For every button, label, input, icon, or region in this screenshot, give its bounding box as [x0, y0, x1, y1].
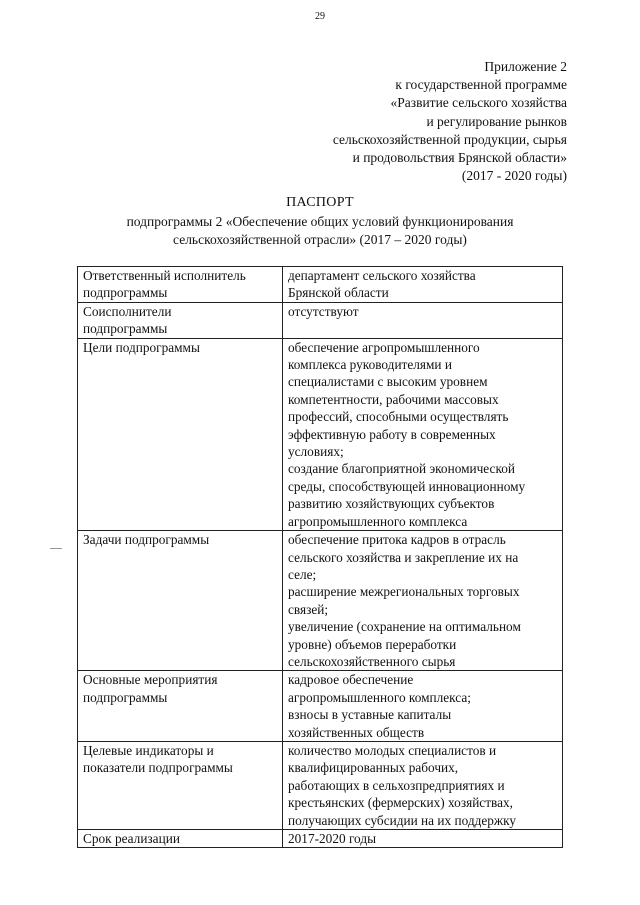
passport-subtitle	[0, 213, 640, 249]
table-row	[78, 267, 563, 303]
value-cell	[283, 531, 563, 671]
cell-line: квалифицированных рабочих,	[288, 760, 459, 776]
cell-line: департамент сельского хозяйства	[288, 268, 476, 283]
table-row	[78, 338, 563, 530]
value-cell	[283, 267, 563, 303]
cell-line: Срок реализации	[83, 831, 180, 846]
cell-line: агропромышленного комплекса	[288, 513, 468, 529]
appendix-line: Приложение 2	[484, 59, 567, 74]
value-cell	[283, 671, 563, 742]
cell-line: взносы в уставные капиталы	[288, 707, 452, 723]
cell-line: Целевые индикаторы и	[83, 742, 214, 758]
cell-line: Ответственный исполнитель	[83, 268, 246, 283]
subtitle-line: подпрограммы 2 «Обеспечение общих условий функционирования	[126, 214, 514, 229]
cell-line: количество молодых специалистов и	[288, 742, 497, 758]
cell-line: эффективную работу в современных	[288, 426, 496, 442]
cell-line: среды, способствующей инновационному	[288, 478, 526, 494]
param-cell	[78, 267, 283, 303]
appendix-line: к государственной программе	[395, 77, 567, 93]
cell-line: крестьянских (фермерских) хозяйствах,	[288, 795, 514, 811]
cell-line: специалистами с высоким уровнем	[288, 374, 488, 390]
cell-line: показатели подпрограммы	[83, 760, 233, 776]
cell-line: обеспечение притока кадров в отрасль	[288, 532, 506, 548]
cell-line: Цели подпрограммы	[83, 339, 200, 355]
cell-line: комплекса руководителями и	[288, 357, 452, 373]
cell-line: связей;	[288, 601, 329, 617]
cell-line: увеличение (сохранение на оптимальном	[288, 619, 521, 635]
appendix-line: сельскохозяйственной продукции, сырья	[332, 131, 567, 147]
cell-line: компетентности, рабочими массовых	[288, 391, 499, 407]
appendix-line: и продовольствия Брянской области»	[352, 150, 567, 166]
value-cell	[283, 741, 563, 829]
param-cell	[78, 741, 283, 829]
cell-line: профессий, способными осуществлять	[288, 409, 509, 425]
appendix-line: (2017 - 2020 годы)	[461, 168, 567, 184]
cell-line: создание благоприятной экономической	[288, 461, 515, 477]
table-row	[78, 671, 563, 742]
cell-line: развитию хозяйствующих субъектов	[288, 496, 495, 512]
cell-line: кадровое обеспечение	[288, 672, 414, 688]
cell-line: Основные мероприятия	[83, 672, 218, 688]
scan-edge-mark	[50, 548, 62, 549]
cell-line: хозяйственных обществ	[288, 724, 425, 740]
appendix-line: и регулирование рынков	[426, 113, 567, 129]
table-row	[78, 830, 563, 848]
cell-line: Задачи подпрограммы	[83, 532, 210, 548]
table-row	[78, 741, 563, 829]
cell-line: расширение межрегиональных торговых	[288, 584, 520, 600]
cell-line: подпрограммы	[83, 689, 168, 705]
value-cell	[283, 338, 563, 530]
param-cell	[78, 302, 283, 338]
table-row	[78, 302, 563, 338]
param-cell	[78, 671, 283, 742]
cell-line: селе;	[288, 566, 317, 582]
cell-line: Соисполнители	[83, 303, 172, 319]
param-cell	[78, 531, 283, 671]
cell-line: работающих в сельхозпредприятиях и	[288, 777, 505, 793]
param-cell	[78, 830, 283, 848]
cell-line: обеспечение агропромышленного	[288, 339, 480, 355]
page-number: 29	[315, 11, 325, 22]
subtitle-line: сельскохозяйственной отрасли» (2017 – 2020 годы)	[173, 232, 467, 247]
appendix-header	[333, 58, 567, 185]
value-cell	[283, 830, 563, 848]
cell-line: условиях;	[288, 444, 344, 460]
cell-line: отсутствуют	[288, 303, 359, 319]
passport-table	[77, 266, 563, 848]
cell-line: агропромышленного комплекса;	[288, 689, 471, 705]
cell-line: подпрограммы	[83, 321, 168, 337]
cell-line: 2017-2020 годы	[288, 831, 377, 846]
param-cell	[78, 338, 283, 530]
cell-line: Брянской области	[288, 285, 389, 301]
cell-line: подпрограммы	[83, 285, 168, 301]
cell-line: уровне) объемов переработки	[288, 636, 457, 652]
table-row	[78, 531, 563, 671]
cell-line: сельскохозяйственного сырья	[288, 653, 456, 669]
appendix-line: «Развитие сельского хозяйства	[390, 95, 567, 111]
value-cell	[283, 302, 563, 338]
passport-title: ПАСПОРТ	[286, 195, 354, 210]
cell-line: сельского хозяйства и закрепление их на	[288, 549, 519, 565]
cell-line: получающих субсидии на их поддержку	[288, 812, 517, 828]
